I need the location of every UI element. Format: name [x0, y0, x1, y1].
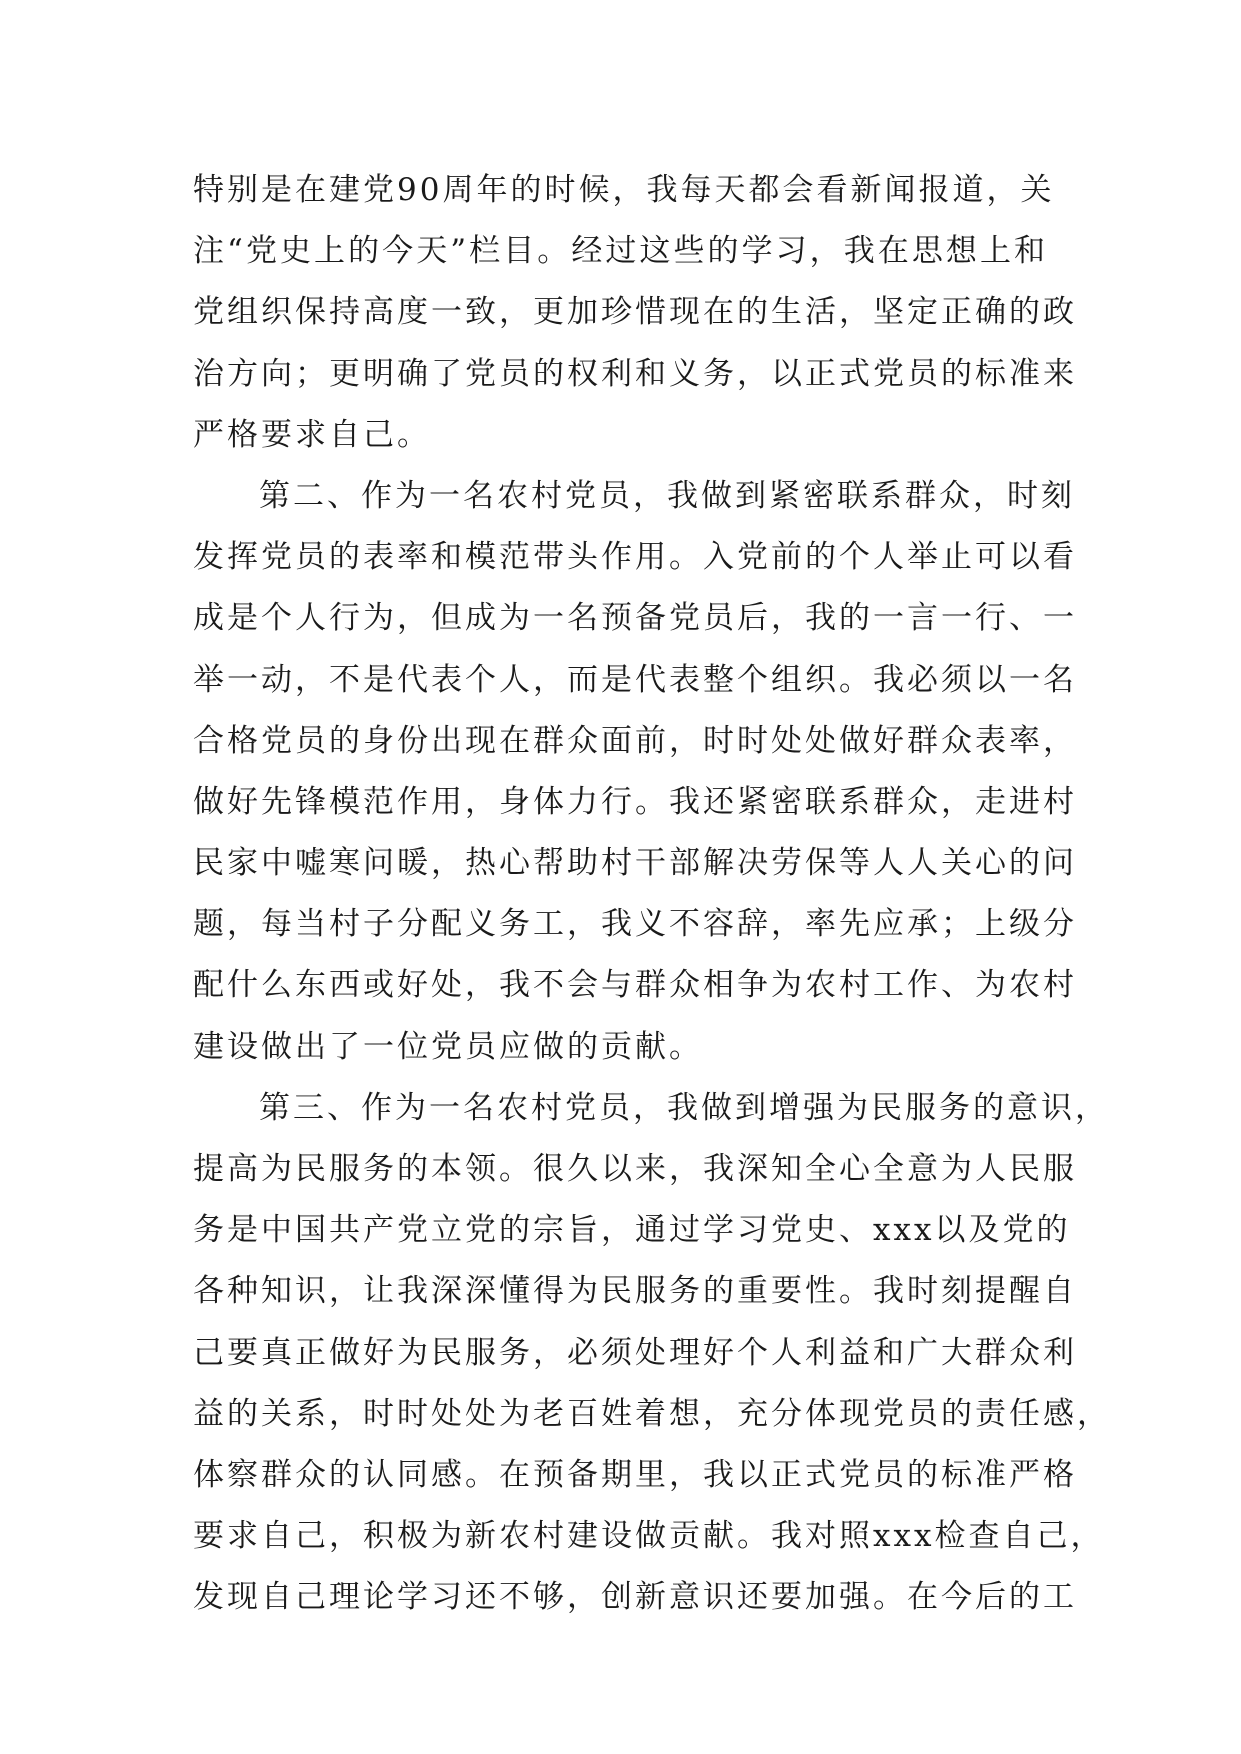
text-line: 益的关系，时时处处为老百姓着想，充分体现党员的责任感， [193, 1395, 1111, 1432]
text-line: 民家中嘘寒问暖，热心帮助村干部解决劳保等人人关心的问 [193, 845, 1077, 882]
paragraph-first-line: 第三、作为一名农村党员，我做到增强为民服务的意识， [259, 1089, 1109, 1126]
text-line: 配什么东西或好处，我不会与群众相争为农村工作、为农村 [193, 967, 1077, 1004]
text-line: 己要真正做好为民服务，必须处理好个人利益和广大群众利 [193, 1334, 1077, 1371]
paragraph-first-line: 第二、作为一名农村党员，我做到紧密联系群众，时刻 [259, 477, 1075, 514]
text-line: 各种知识，让我深深懂得为民服务的重要性。我时刻提醒自 [193, 1273, 1077, 1310]
text-line: 成是个人行为，但成为一名预备党员后，我的一言一行、一 [193, 600, 1077, 637]
text-line: 提高为民服务的本领。很久以来，我深知全心全意为人民服 [193, 1151, 1077, 1187]
text-line: 合格党员的身份出现在群众面前，时时处处做好群众表率， [193, 722, 1077, 759]
text-line: 发挥党员的表率和模范带头作用。入党前的个人举止可以看 [193, 539, 1077, 576]
text-line: 题，每当村子分配义务工，我义不容辞，率先应承；上级分 [193, 906, 1077, 943]
body-text [193, 160, 1111, 1629]
text-line: 严格要求自己。 [193, 416, 431, 453]
text-line: 建设做出了一位党员应做的贡献。 [193, 1028, 703, 1065]
text-line: 发现自己理论学习还不够，创新意识还要加强。在今后的工 [193, 1579, 1077, 1616]
text-line: 特别是在建党90周年的时候，我每天都会看新闻报道，关 [193, 172, 1055, 208]
text-line: 注“党史上的今天”栏目。经过这些的学习，我在思想上和 [193, 233, 1048, 270]
text-line: 要求自己，积极为新农村建设做贡献。我对照xxx检查自己， [193, 1518, 1105, 1555]
text-line: 治方向；更明确了党员的权利和义务，以正式党员的标准来 [193, 355, 1077, 392]
text-line: 务是中国共产党立党的宗旨，通过学习党史、xxx以及党的 [193, 1212, 1071, 1249]
text-line: 举一动，不是代表个人，而是代表整个组织。我必须以一名 [193, 661, 1077, 698]
text-line: 体察群众的认同感。在预备期里，我以正式党员的标准严格 [193, 1456, 1077, 1493]
text-line: 党组织保持高度一致，更加珍惜现在的生活，坚定正确的政 [193, 294, 1077, 331]
text-line: 做好先锋模范作用，身体力行。我还紧密联系群众，走进村 [193, 783, 1077, 820]
